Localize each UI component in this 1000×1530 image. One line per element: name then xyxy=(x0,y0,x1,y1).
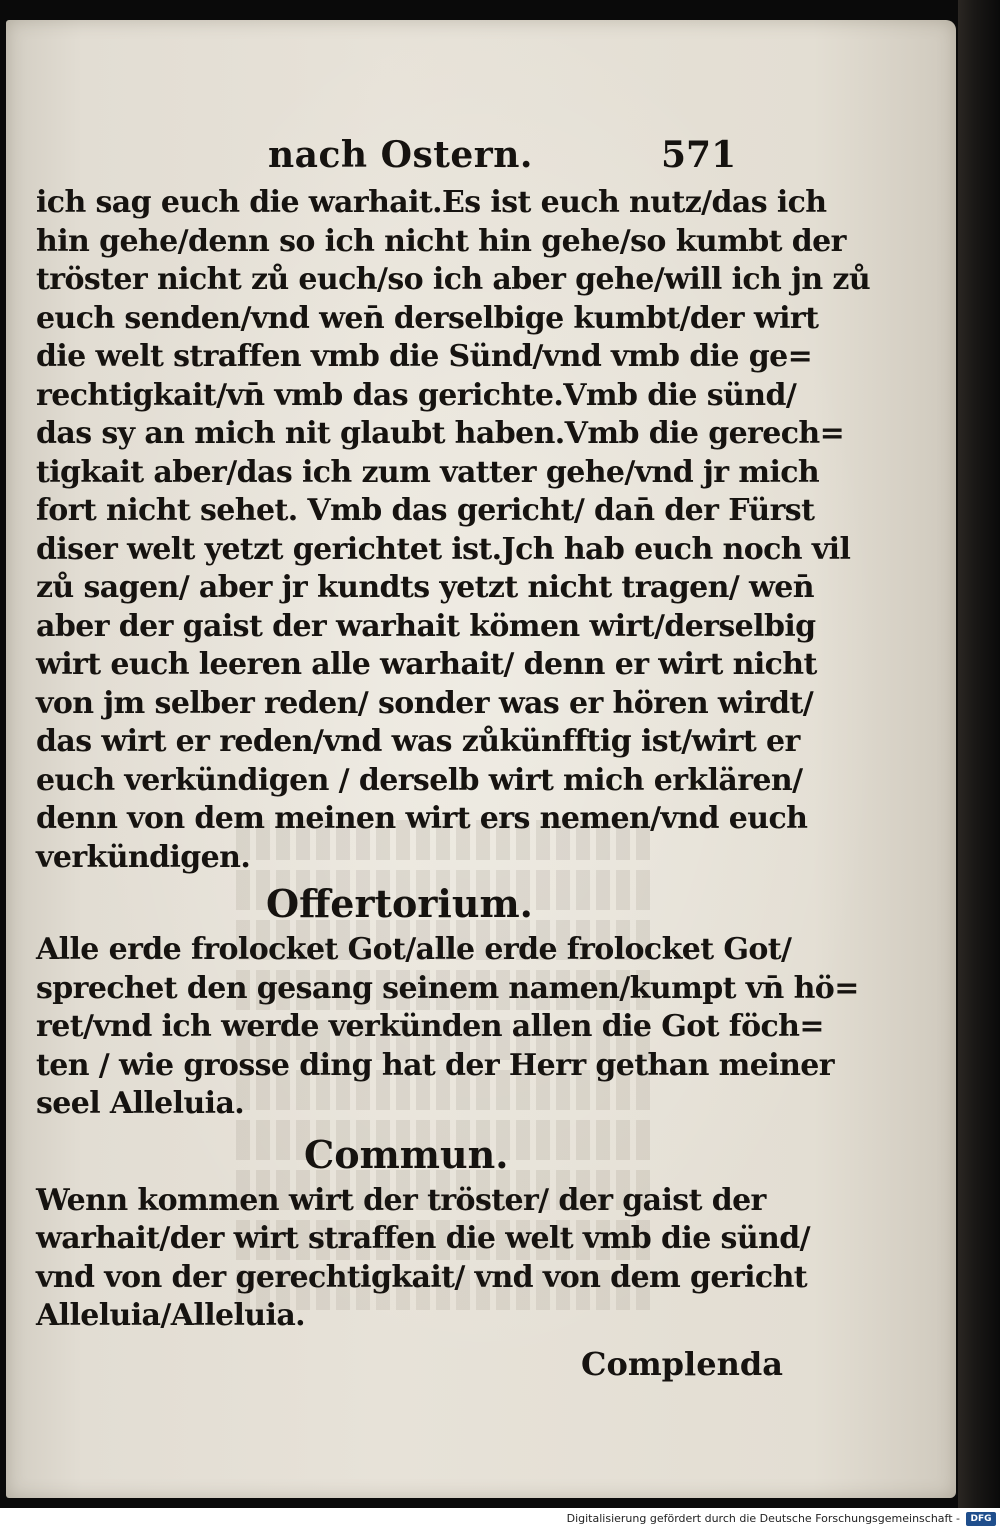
body-line: wirt euch leeren alle warhait/ denn er wirt nicht xyxy=(36,647,817,682)
page-number: 571 xyxy=(661,134,737,176)
body-line: fort nicht sehet. Vmb das gericht/ dan̄ der Fürst xyxy=(36,493,815,528)
running-title: nach Ostern. xyxy=(268,134,533,176)
body-line: diser welt yetzt gerichtet ist.Jch hab euch noch vil xyxy=(36,531,851,567)
body-line: das wirt er reden/vnd was zůkünfftig ist/wirt er xyxy=(36,724,800,759)
body-line: tigkait aber/das ich zum vatter gehe/vnd jr mich xyxy=(36,454,820,490)
body-line: ich sag euch die warhait.Es ist euch nutz/das ich xyxy=(36,185,827,220)
offertorium-line: seel Alleluia. xyxy=(36,1086,245,1121)
body-line: euch senden/vnd wen̄ derselbige kumbt/der wirt xyxy=(36,300,819,336)
book-page xyxy=(6,20,956,1498)
offertorium-line: ten / wie grosse ding hat der Herr gethan meiner xyxy=(36,1047,834,1083)
body-line: tröster nicht zů euch/so ich aber gehe/will ich jn zů xyxy=(36,262,871,297)
body-line: aber der gaist der warhait kömen wirt/derselbig xyxy=(36,608,816,644)
catchword: Complenda xyxy=(581,1344,783,1383)
offertorium-line: sprechet den gesang seinem namen/kumpt vn̄ hö= xyxy=(36,970,859,1006)
body-line: verkündigen. xyxy=(36,839,251,875)
body-line: hin gehe/denn so ich nicht hin gehe/so kumbt der xyxy=(36,223,846,259)
running-head xyxy=(36,132,771,184)
body-line: das sy an mich nit glaubt haben.Vmb die gerech= xyxy=(36,416,845,451)
offertorium-line: ret/vnd ich werde verkünden allen die Got föch= xyxy=(36,1009,824,1044)
commun-line: warhait/der wirt straffen die welt vmb die sünd/ xyxy=(36,1221,810,1256)
offertorium-heading: Offertorium. xyxy=(266,881,533,926)
commun-heading: Commun. xyxy=(304,1131,509,1177)
body-line: euch verkündigen / derselb wirt mich erklären/ xyxy=(36,762,803,798)
offertorium-line: Alle erde frolocket Got/alle erde frolocket Got/ xyxy=(36,932,792,967)
body-line: die welt straffen vmb die Sünd/vnd vmb die ge= xyxy=(36,339,813,374)
body-line: rechtigkait/vn̄ vmb das gerichte.Vmb die sünd/ xyxy=(36,377,797,413)
body-line: von jm selber reden/ sonder was er hören wirdt/ xyxy=(36,685,814,721)
page-text-block xyxy=(36,132,871,1384)
commun-line: Alleluia/Alleluia. xyxy=(36,1298,305,1333)
body-line: denn von dem meinen wirt ers nemen/vnd euch xyxy=(36,801,808,836)
book-edge-shadow xyxy=(958,0,1000,1508)
digitization-footer xyxy=(0,1508,1000,1530)
commun-line: Wenn kommen wirt der tröster/ der gaist der xyxy=(36,1182,766,1218)
body-line: zů sagen/ aber jr kundts yetzt nicht tragen/ wen̄ xyxy=(36,570,814,605)
funding-credit: Digitalisierung gefördert durch die Deutsche Forschungsgemeinschaft - xyxy=(566,1512,960,1525)
commun-line: vnd von der gerechtigkait/ vnd von dem gericht xyxy=(36,1259,808,1295)
dfg-logo-icon: DFG xyxy=(966,1512,996,1526)
